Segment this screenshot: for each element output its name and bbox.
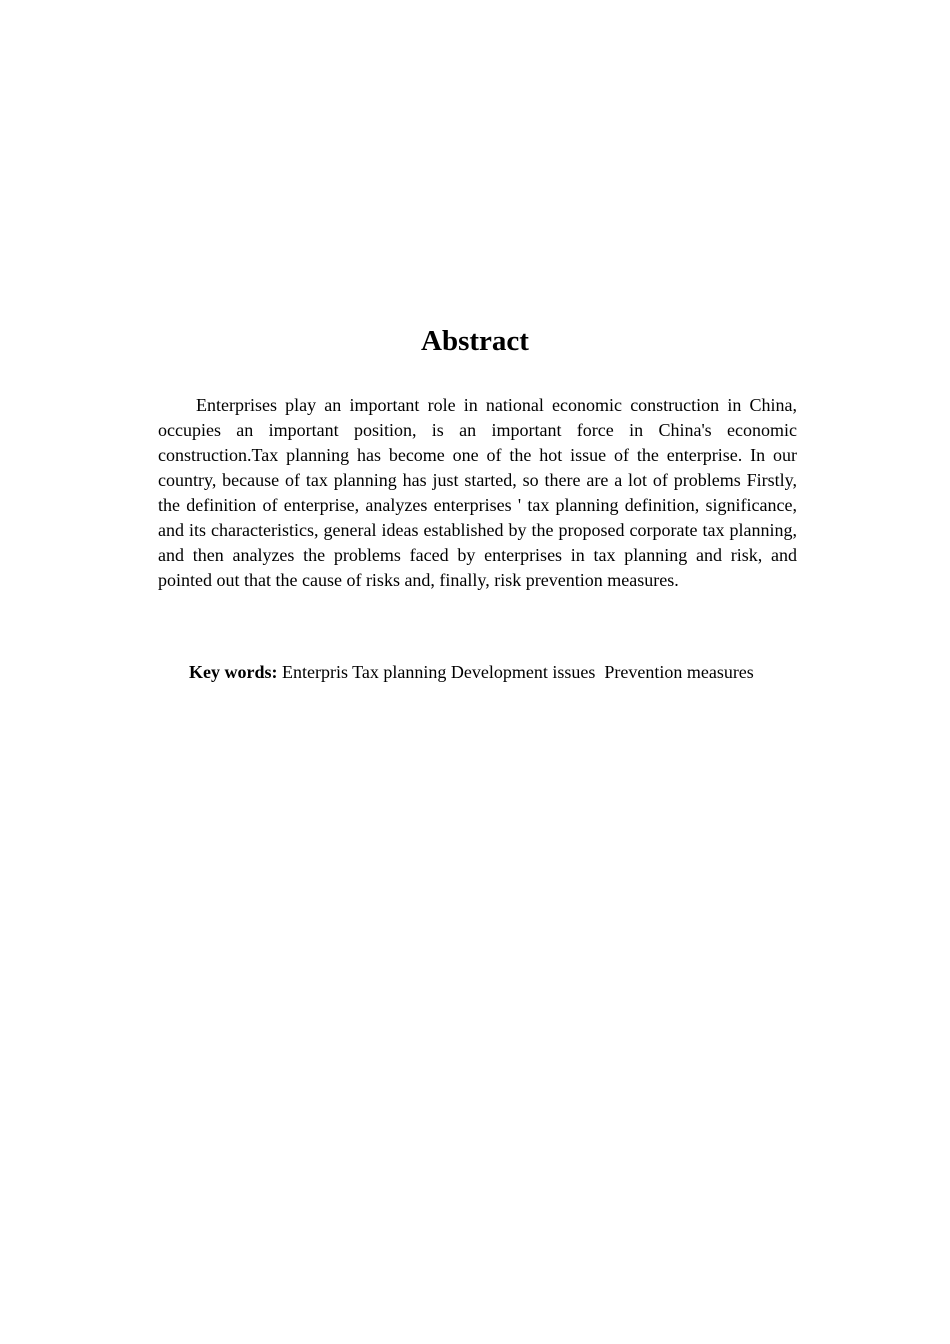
keywords-line	[189, 660, 829, 685]
abstract-paragraph: Enterprises play an important role in national economic construction in China, occupies an important position, is an important force in China's economic construction.Tax planning has become one of the hot issue of the enterprise. In our country, because of tax planning has just started, so there are a lot of problems Firstly, the definition of enterprise, analyzes enterprises ' tax planning definition, significance, and its characteristics, general ideas established by the proposed corporate tax planning, and then analyzes the problems faced by enterprises in tax planning and risk, and pointed out that the cause of risks and, finally, risk prevention measures.	[158, 395, 797, 590]
keywords-label: Key words:	[189, 662, 278, 682]
abstract-title: Abstract	[421, 325, 529, 357]
keywords-text: Enterpris Tax planning Development issues Prevention measures	[277, 662, 754, 682]
